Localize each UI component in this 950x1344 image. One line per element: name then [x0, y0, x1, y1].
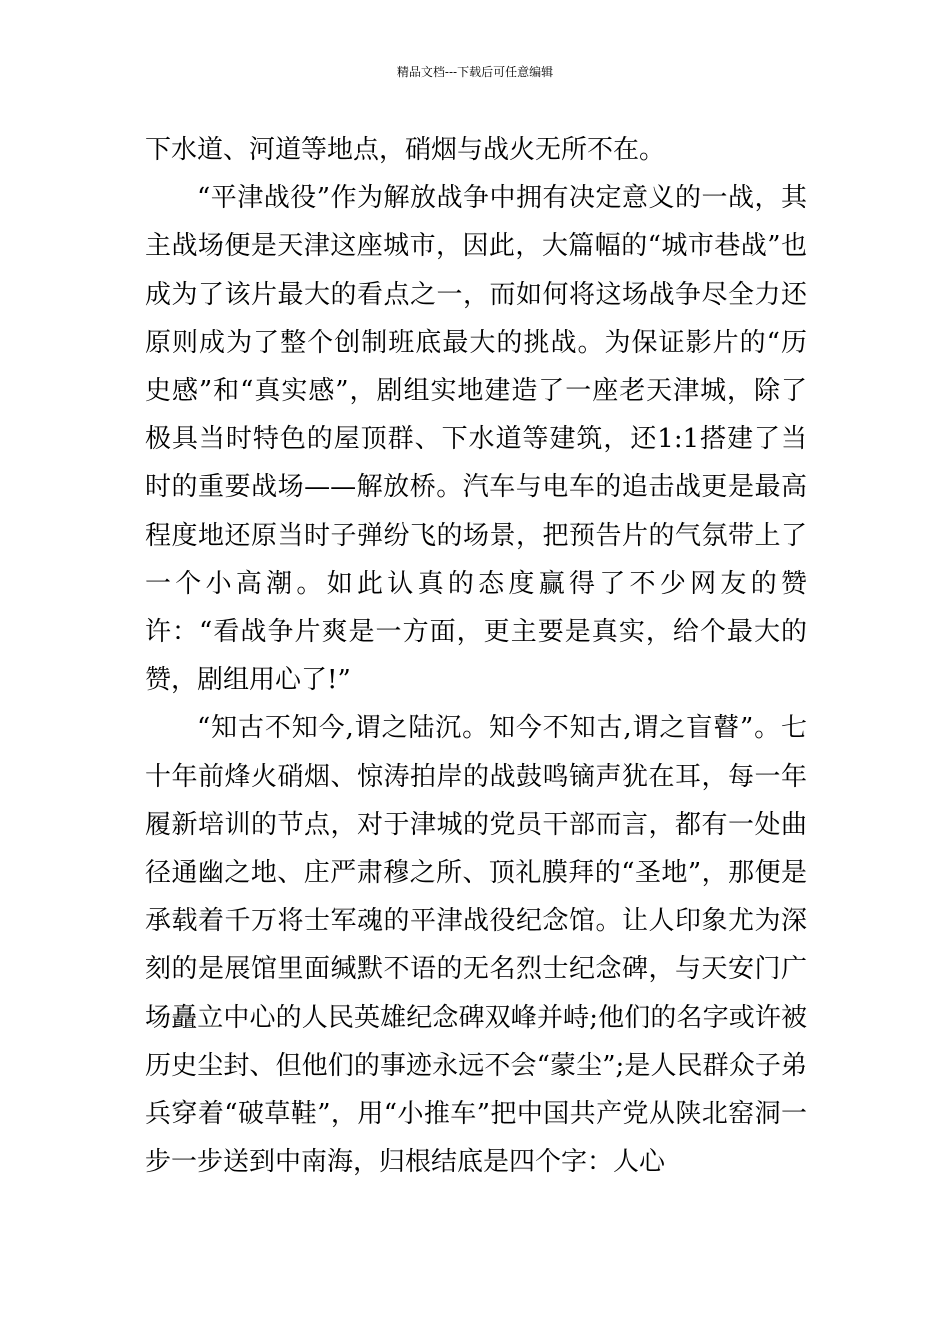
paragraph-1: 下水道、河道等地点，硝烟与战火无所不在。	[145, 135, 666, 165]
paragraph-2: “平津战役”作为解放战争中拥有决定意义的一战，其主战场便是天津这座城市，因此，大篇幅的“城市巷战”也成为了该片最大的看点之一，而如何将这场战争尽全力还原则成为了整个创制班底最大的挑战。为保证影片的“历史感”和“真实感”，剧组实地建造了一座老天津城，除了极具当时特色的屋顶群、下水道等建筑，还1:1搭建了当时的重要战场——解放桥。汽车与电车的追击战更是最高程度地还原当时子弹纷飞的场景，把预告片的气氛带上了一个小高潮。如此认真的态度赢得了不少网友的赞许：“看战争片爽是一方面，更主要是真实，给个最大的赞，剧组用心了!”	[145, 183, 807, 696]
document-body	[145, 126, 807, 1186]
page-header: 精品文档---下载后可任意编辑	[396, 65, 554, 79]
paragraph-3: “知古不知今,谓之陆沉。知今不知古,谓之盲瞽”。七十年前烽火硝烟、惊涛拍岸的战鼓鸣镝声犹在耳，每一年履新培训的节点，对于津城的党员干部而言，都有一处曲径通幽之地、庄严肃穆之所、顶礼膜拜的“圣地”，那便是承载着千万将士军魂的平津战役纪念馆。让人印象尤为深刻的是展馆里面缄默不语的无名烈士纪念碑，与天安门广场矗立中心的人民英雄纪念碑双峰并峙;他们的名字或许被历史尘封、但他们的事迹永远不会“蒙尘”;是人民群众子弟兵穿着“破草鞋”，用“小推车”把中国共产党从陕北窑洞一步一步送到中南海，归根结底是四个字：人心	[145, 713, 807, 1178]
